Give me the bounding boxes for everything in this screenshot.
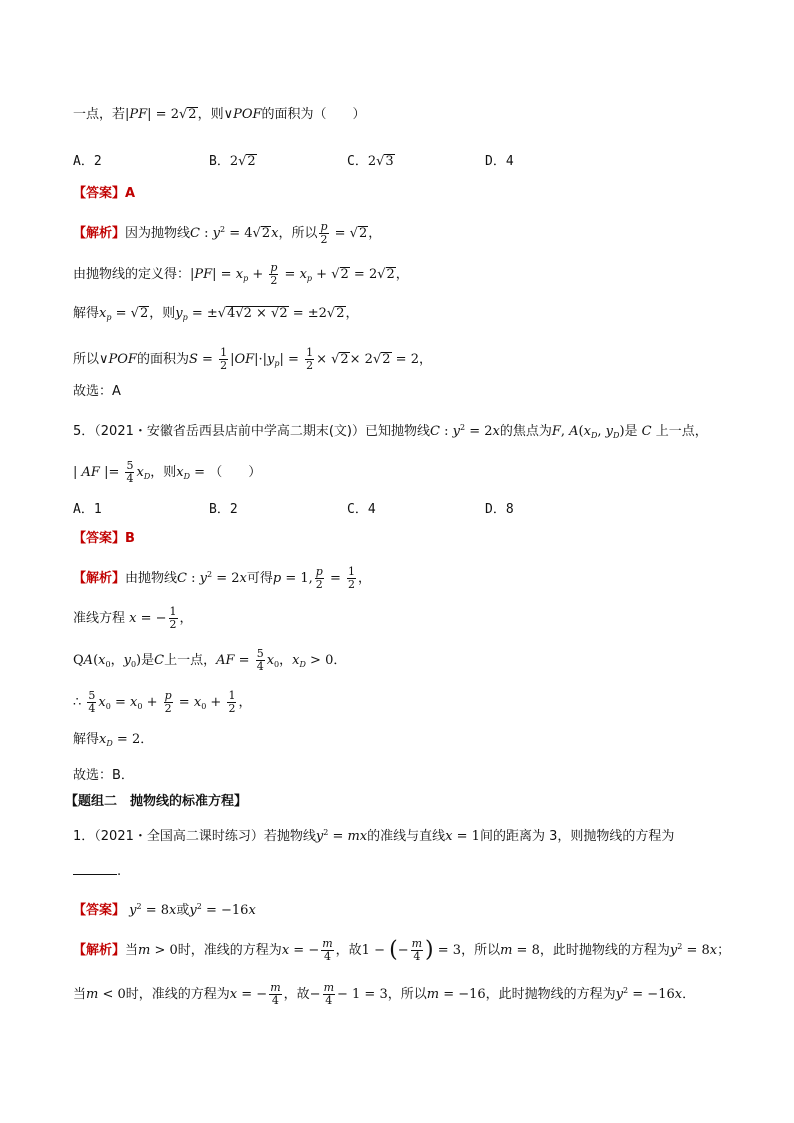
answer-blank[interactable] <box>73 862 117 875</box>
q4-analysis-line1: 【解析】因为抛物线C : $y^2 = 4√2x$，所以 $\frac{p}{2}$ = √2， <box>73 220 382 246</box>
q4-choose: 故选：A <box>73 384 121 399</box>
q5-option-a[interactable]: A．1 <box>73 502 102 517</box>
q4-answer-value: A <box>125 186 136 201</box>
q5-answer: 【答案】B <box>73 531 135 546</box>
q5-option-c[interactable]: C．4 <box>347 502 376 517</box>
g2-q1-stem: 1．（2021・全国高二课时练习）若抛物线$y^2$ = mx的准线与直线x = 1间的距离为 3，则抛物线的方程为 <box>73 828 675 844</box>
q4-stem-suffix: 的面积为（ ） <box>261 107 366 122</box>
q4-answer-label: 【答案】 <box>73 186 126 201</box>
q5-stem-line2: | AF |= $\frac{5}{4}$ $x_D$，则$x_D$ = （ ） <box>73 459 262 485</box>
q4-option-d[interactable]: D．4 <box>485 154 514 169</box>
q5-analysis-line4: ∴ $\frac{5}{4}$ $x_0 = x_0$ + $\frac{p}{2}$ = $x_0$ + $\frac{1}{2}$ ， <box>73 689 252 715</box>
q4-stem-prefix: 一点，若 <box>73 107 126 122</box>
q5-analysis-line2: 准线方程 x = − $\frac{1}{2}$ ， <box>73 605 193 631</box>
q4-stem-mid: ，则 <box>197 107 224 122</box>
q5-analysis-line1: 【解析】由抛物线C : $y^2 = 2x$可得p = 1, $\frac{p}{2}$ = $\frac{1}{2}$ ， <box>73 565 372 591</box>
q5-analysis-line3: $QA(x_0$，$y_0$)是C上一点，AF = $\frac{5}{4}$ $x_0$，$x_D > 0$． <box>73 647 347 673</box>
q4-answer <box>73 185 135 203</box>
g2-q1-blank: . <box>73 862 121 881</box>
q4-option-c[interactable]: C．2√3 <box>347 154 394 169</box>
g2-analysis-line2: 当m < 0时，准线的方程为x = − $\frac{m}{4}$ ，故− $\frac{m}{4}$ − 1 = 3，所以m = −16，此时抛物线的方程为$y^2 = -16x$． <box>73 981 696 1007</box>
q4-analysis-line4: 所以∨POF的面积为S = $\frac{1}{2}$ $|OF|\cdot|y_p|$ = $\frac{1}{2}$ × √2× 2√2 = 2， <box>73 346 432 372</box>
q4-option-a[interactable]: A．2 <box>73 154 102 169</box>
q5-option-d[interactable]: D．8 <box>485 502 514 517</box>
q4-stem: 一点，若|PF| = 2√2，则∨POF的面积为（ ） <box>73 107 366 122</box>
q5-stem-line1: 5．（2021・安徽省岳西县店前中学高二期末(文)）已知抛物线C : $y^2 = 2x$的焦点为F, $A(x_D$, $y_D$)是 C 上一点， <box>73 423 708 440</box>
q4-analysis-line2: 由抛物线的定义得：$|PF| = x_p$ + $\frac{p}{2}$ = $x_p + √2 = 2√2$， <box>73 261 409 287</box>
q4-option-b[interactable]: B．2√2 <box>209 154 256 169</box>
g2-analysis-line1: 【解析】当m > 0时，准线的方程为x = − $\frac{m}{4}$ ，故1 − (− $\frac{m}{4}$ ) = 3，所以m = 8，此时抛物线的方程为$y^2 = 8x$； <box>73 937 731 963</box>
q5-choose: 故选：B． <box>73 768 134 783</box>
q4-analysis-line3: 解得$x_p = √2$，则$y_p = \pm√4√2 \times √2 = \pm 2√2$， <box>73 306 359 322</box>
q5-option-b[interactable]: B．2 <box>209 502 238 517</box>
q5-analysis-line5: 解得$x_D = 2$． <box>73 732 154 748</box>
q4-analysis-label: 【解析】 <box>73 226 126 241</box>
group2-title: 【题组二 抛物线的标准方程】 <box>65 794 248 809</box>
g2-answer: 【答案】 $y^2 = 8x$或$y^2 = -16x$ <box>73 902 256 918</box>
